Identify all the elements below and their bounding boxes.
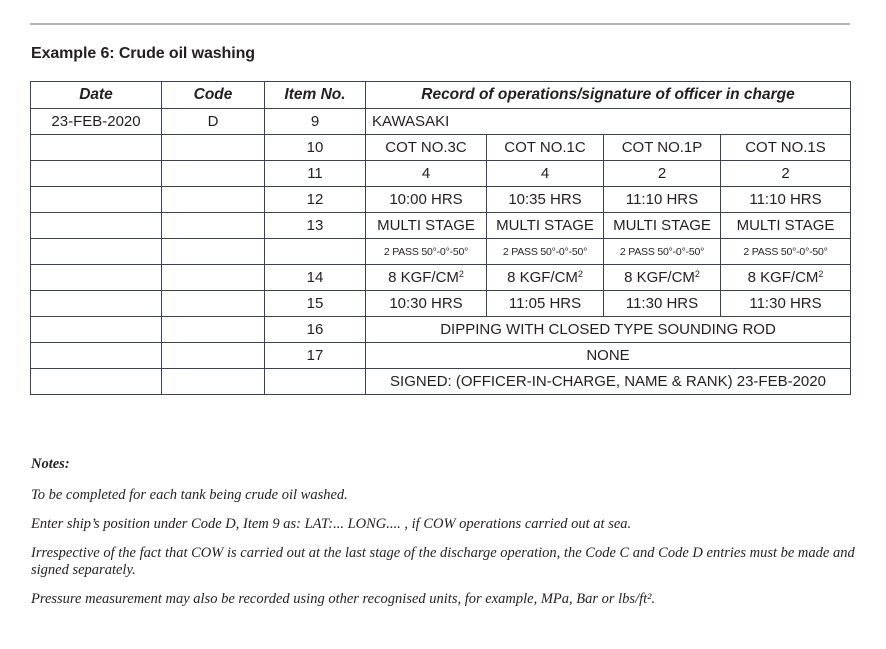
cell-tank-4: 2 xyxy=(721,161,851,187)
notes-section xyxy=(31,456,861,620)
cell-date xyxy=(31,343,162,369)
table-row xyxy=(31,239,851,265)
crude-oil-washing-table xyxy=(30,81,851,395)
cell-code xyxy=(162,135,265,161)
cell-code xyxy=(162,265,265,291)
header-code: Code xyxy=(162,82,265,109)
cell-signature: SIGNED: (OFFICER-IN-CHARGE, NAME & RANK) 23-FEB-2020 xyxy=(366,369,851,395)
cell-tank-3: MULTI STAGE xyxy=(604,213,721,239)
pressure-value: 8 KGF/CM xyxy=(624,269,695,286)
table-row xyxy=(31,265,851,291)
cell-item-no: 11 xyxy=(265,161,366,187)
table-row xyxy=(31,161,851,187)
superscript-two: 2 xyxy=(818,269,824,279)
cell-code xyxy=(162,343,265,369)
cell-item-no: 13 xyxy=(265,213,366,239)
cell-tank-3: 2 xyxy=(604,161,721,187)
cell-item-no: 14 xyxy=(265,265,366,291)
cell-tank-3: 11:30 HRS xyxy=(604,291,721,317)
table-row xyxy=(31,187,851,213)
table-row xyxy=(31,343,851,369)
cell-tank-1: 10:00 HRS xyxy=(366,187,487,213)
note-item: Pressure measurement may also be recorded using other recognised units, for example, MPa, Bar or lbs/ft². xyxy=(31,591,656,607)
cell-code xyxy=(162,161,265,187)
cell-code xyxy=(162,317,265,343)
cell-code: D xyxy=(162,109,265,135)
cell-tank-2 xyxy=(487,265,604,291)
cell-code xyxy=(162,369,265,395)
cell-tank-2: COT NO.1C xyxy=(487,135,604,161)
cell-tank-2: 11:05 HRS xyxy=(487,291,604,317)
cell-tank-1: 4 xyxy=(366,161,487,187)
pressure-value: 8 KGF/CM xyxy=(388,269,459,286)
cell-date xyxy=(31,291,162,317)
cell-item-no: 17 xyxy=(265,343,366,369)
notes-title: Notes: xyxy=(31,456,70,472)
cell-tank-1: MULTI STAGE xyxy=(366,213,487,239)
cell-date xyxy=(31,317,162,343)
table-row xyxy=(31,135,851,161)
pressure-value: 8 KGF/CM xyxy=(747,269,819,286)
cell-item-no: 15 xyxy=(265,291,366,317)
cell-code xyxy=(162,187,265,213)
cell-tank-4 xyxy=(721,265,851,291)
page-title: Example 6: Crude oil washing xyxy=(31,45,255,62)
cell-item-no xyxy=(265,239,366,265)
superscript-two: 2 xyxy=(577,269,583,279)
cell-date xyxy=(31,265,162,291)
cell-tank-3: COT NO.1P xyxy=(604,135,721,161)
cell-tank-1 xyxy=(366,265,487,291)
cell-tank-3: 2 PASS 50°-0°-50° xyxy=(604,239,721,265)
table-row xyxy=(31,291,851,317)
cell-tank-4: 11:10 HRS xyxy=(721,187,851,213)
cell-date xyxy=(31,135,162,161)
cell-tank-3: 11:10 HRS xyxy=(604,187,721,213)
cell-item-no: 16 xyxy=(265,317,366,343)
cell-tank-1: 10:30 HRS xyxy=(366,291,487,317)
note-item: To be completed for each tank being crude oil washed. xyxy=(31,487,348,503)
cell-item-no: 9 xyxy=(265,109,366,135)
cell-record: DIPPING WITH CLOSED TYPE SOUNDING ROD xyxy=(366,317,851,343)
table-row-signature xyxy=(31,369,851,395)
table-header-row xyxy=(31,82,851,109)
note-item: Enter ship’s position under Code D, Item 9 as: LAT:... LONG.... , if COW operations carried out at sea. xyxy=(31,516,632,532)
cell-tank-4: 2 PASS 50°-0°-50° xyxy=(721,239,851,265)
cell-date xyxy=(31,369,162,395)
table-row xyxy=(31,109,851,135)
cell-code xyxy=(162,213,265,239)
cell-tank-3 xyxy=(604,265,721,291)
cell-tank-2: 10:35 HRS xyxy=(487,187,604,213)
cell-record: KAWASAKI xyxy=(366,109,851,135)
cell-record: NONE xyxy=(366,343,851,369)
note-item: Irrespective of the fact that COW is carried out at the last stage of the discharge operation, the Code C and Code D entries must be made and signed separately. xyxy=(31,545,855,578)
table-row xyxy=(31,317,851,343)
header-record: Record of operations/signature of officer in charge xyxy=(366,82,851,109)
cell-date xyxy=(31,187,162,213)
cell-tank-1: COT NO.3C xyxy=(366,135,487,161)
table-row xyxy=(31,213,851,239)
superscript-two: 2 xyxy=(458,269,464,279)
cell-date: 23-FEB-2020 xyxy=(31,109,162,135)
top-rule xyxy=(30,23,850,25)
cell-tank-2: 2 PASS 50°-0°-50° xyxy=(487,239,604,265)
cell-date xyxy=(31,161,162,187)
pressure-value: 8 KGF/CM xyxy=(507,269,578,286)
cell-date xyxy=(31,213,162,239)
header-item-no: Item No. xyxy=(265,82,366,109)
cell-tank-4: MULTI STAGE xyxy=(721,213,851,239)
superscript-two: 2 xyxy=(694,269,700,279)
cell-tank-4: COT NO.1S xyxy=(721,135,851,161)
cell-tank-1: 2 PASS 50°-0°-50° xyxy=(366,239,487,265)
cell-tank-2: MULTI STAGE xyxy=(487,213,604,239)
cell-item-no: 12 xyxy=(265,187,366,213)
cell-tank-2: 4 xyxy=(487,161,604,187)
cell-date xyxy=(31,239,162,265)
cell-item-no: 10 xyxy=(265,135,366,161)
cell-tank-4: 11:30 HRS xyxy=(721,291,851,317)
cell-code xyxy=(162,291,265,317)
cell-code xyxy=(162,239,265,265)
cell-item-no xyxy=(265,369,366,395)
header-date: Date xyxy=(31,82,162,109)
